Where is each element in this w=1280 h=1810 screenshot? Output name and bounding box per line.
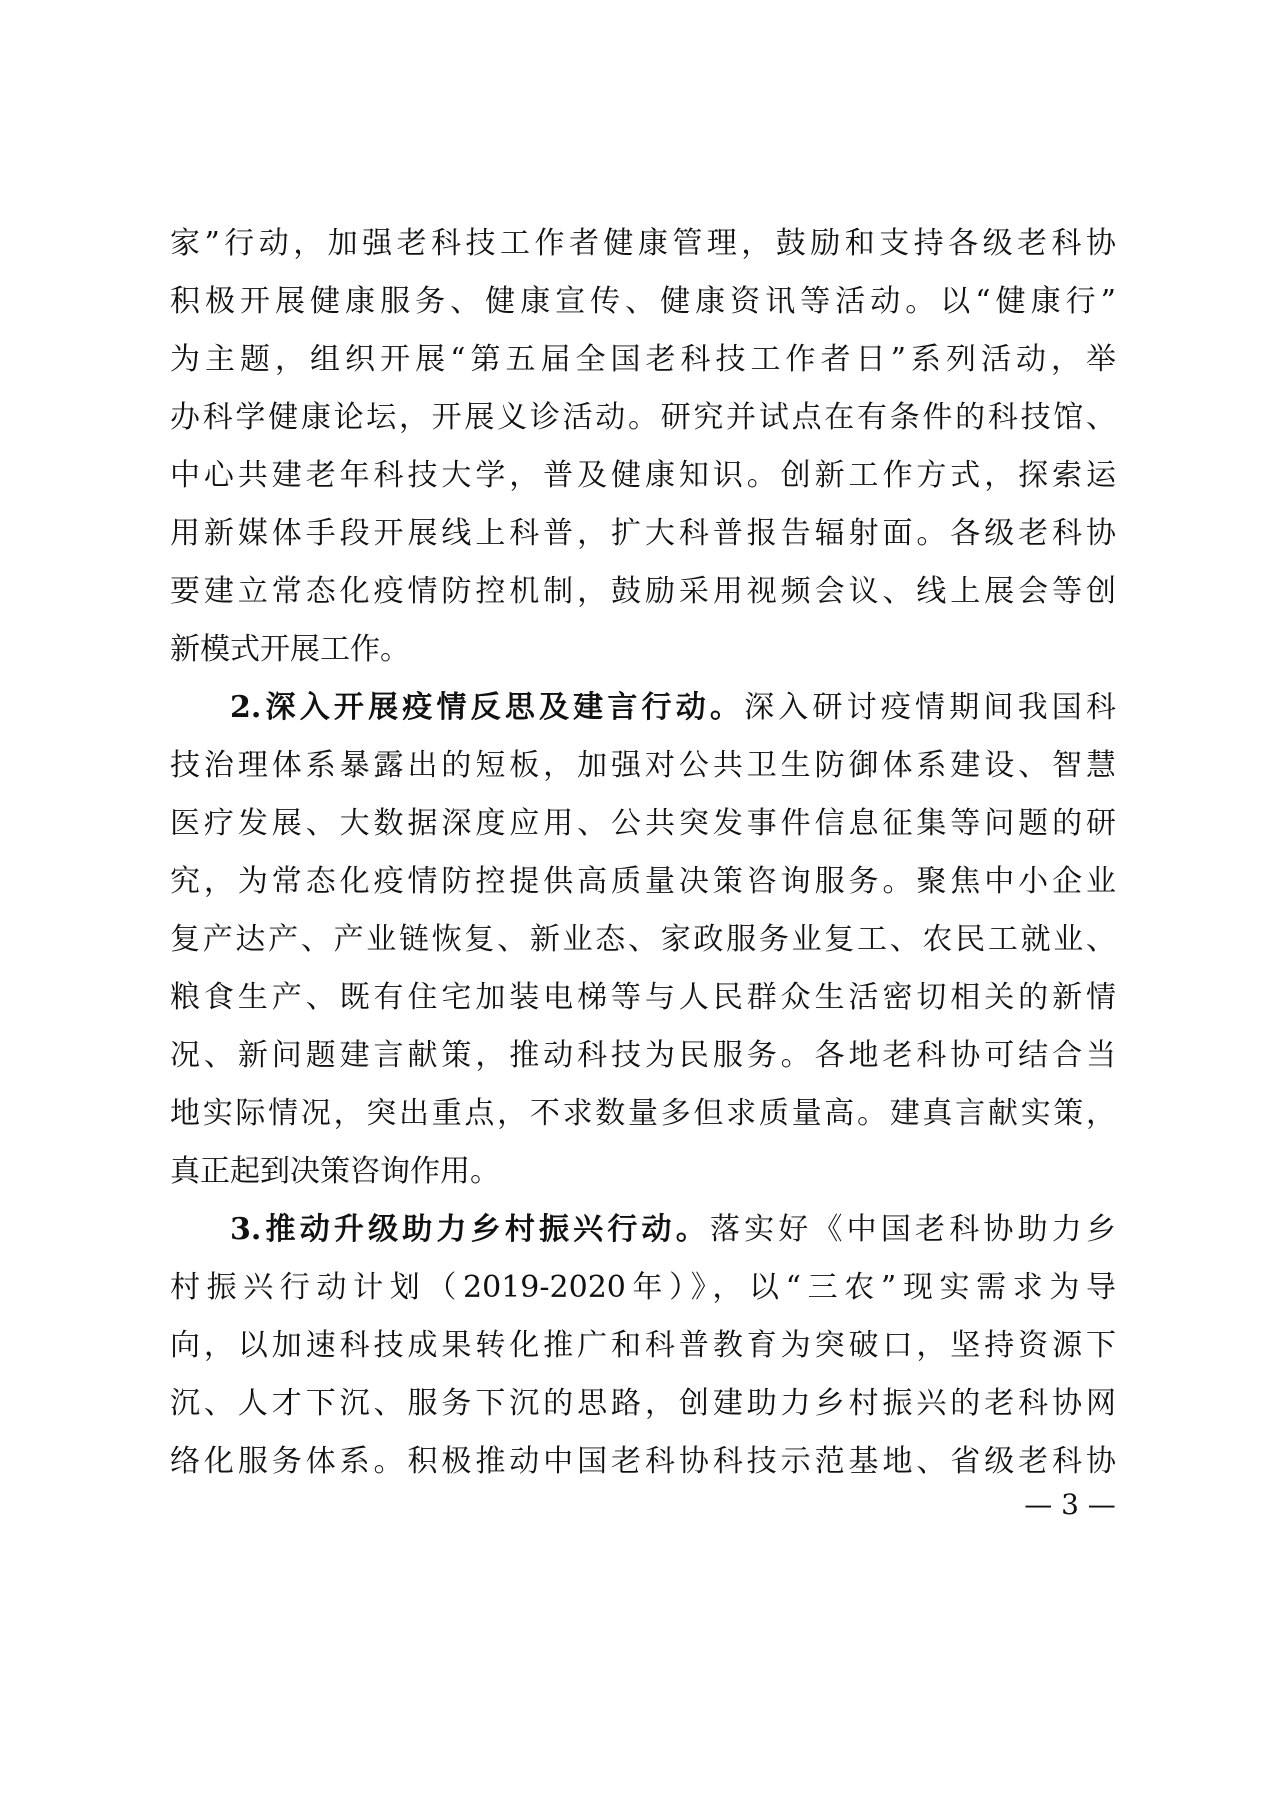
line-text: 深入研讨疫情期间我国科 [744,690,1116,725]
line-text: 向，以加速科技成果转化推广和科普教育为突破口，坚持资源下 [170,1328,1116,1363]
text-line [170,911,1116,969]
line-text: 粮食生产、既有住宅加装电梯等与人民群众生活密切相关的新情 [170,980,1116,1015]
section-heading: 3.推动升级助力乡村振兴行动。 [230,1212,710,1247]
line-text: 况、新问题建言献策，推动科技为民服务。各地老科协可结合当 [170,1038,1116,1073]
text-line [170,389,1116,447]
text-line [170,1259,1116,1317]
text-line [170,679,1116,737]
text-line [170,1317,1116,1375]
line-text: 家”行动，加强老科技工作者健康管理，鼓励和支持各级老科协 [170,226,1116,261]
text-line [170,447,1116,505]
line-text: 究，为常态化疫情防控提供高质量决策咨询服务。聚焦中小企业 [170,864,1116,899]
text-line [170,969,1116,1027]
text-line [170,737,1116,795]
line-text: 络化服务体系。积极推动中国老科协科技示范基地、省级老科协 [170,1444,1116,1479]
line-text: 村振兴行动计划（2019-2020年）》，以“三农”现实需求为导 [170,1270,1116,1305]
text-line [170,505,1116,563]
line-text: 沉、人才下沉、服务下沉的思路，创建助力乡村振兴的老科协网 [170,1386,1116,1421]
text-line [170,621,1116,679]
line-text: 办科学健康论坛，开展义诊活动。研究并试点在有条件的科技馆、 [170,400,1116,435]
line-text: 真正起到决策咨询作用。 [170,1154,500,1189]
line-text: 中心共建老年科技大学，普及健康知识。创新工作方式，探索运 [170,458,1116,493]
section-heading: 2.深入开展疫情反思及建言行动。 [230,690,745,725]
line-text: 新模式开展工作。 [170,632,410,667]
line-text: 技治理体系暴露出的短板，加强对公共卫生防御体系建设、智慧 [170,748,1116,783]
text-line [170,1143,1116,1201]
text-line [170,1085,1116,1143]
text-line [170,1433,1116,1491]
page-number: — 3 — [1024,1488,1116,1521]
text-line [170,1027,1116,1085]
text-line [170,853,1116,911]
line-text: 为主题，组织开展“第五届全国老科技工作者日”系列活动，举 [170,342,1116,377]
line-text: 复产达产、产业链恢复、新业态、家政服务业复工、农民工就业、 [170,922,1116,957]
text-line [170,331,1116,389]
line-text: 地实际情况，突出重点，不求数量多但求质量高。建真言献实策， [170,1096,1116,1131]
text-line [170,215,1116,273]
document-body [170,215,1116,1491]
line-text: 要建立常态化疫情防控机制，鼓励采用视频会议、线上展会等创 [170,574,1116,609]
text-line [170,1201,1116,1259]
text-line [170,563,1116,621]
line-text: 积极开展健康服务、健康宣传、健康资讯等活动。以“健康行” [170,284,1116,319]
text-line [170,1375,1116,1433]
line-text: 落实好《中国老科协助力乡 [709,1212,1116,1247]
line-text: 用新媒体手段开展线上科普，扩大科普报告辐射面。各级老科协 [170,516,1116,551]
text-line [170,273,1116,331]
text-line [170,795,1116,853]
line-text: 医疗发展、大数据深度应用、公共突发事件信息征集等问题的研 [170,806,1116,841]
